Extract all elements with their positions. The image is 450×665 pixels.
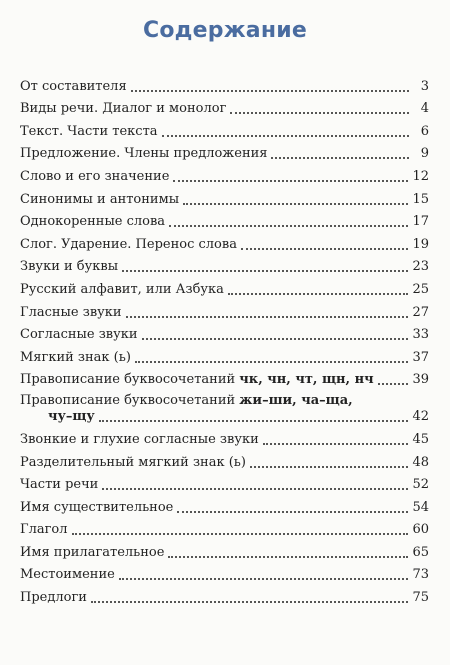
toc-page-number: 42 xyxy=(412,409,429,425)
toc-entry[interactable] xyxy=(20,72,429,95)
toc-entry-title xyxy=(20,327,138,343)
toc-entry-title xyxy=(20,350,131,366)
toc-page-number: 25 xyxy=(412,281,429,297)
toc-entry[interactable] xyxy=(20,275,429,298)
toc-page-number: 75 xyxy=(412,590,429,606)
toc-entry-title xyxy=(20,455,246,471)
toc-page-number: 65 xyxy=(412,544,429,560)
toc-entry-text: Глагол xyxy=(20,522,68,538)
toc-entry[interactable] xyxy=(20,425,429,448)
toc-entry-text: От составителя xyxy=(20,78,127,94)
toc-entry-text: Предложение. Члены предложения xyxy=(20,146,268,162)
toc-page-number: 3 xyxy=(420,78,429,94)
toc-entry-text: Имя существительное xyxy=(20,499,174,515)
toc-entry-title xyxy=(20,432,259,448)
toc-entry-text: Однокоренные слова xyxy=(20,214,166,230)
toc-entry[interactable] xyxy=(20,117,429,140)
toc-page-number: 54 xyxy=(412,499,429,515)
dot-leader xyxy=(263,443,409,445)
toc-page-number: 12 xyxy=(412,168,429,184)
dot-leader xyxy=(119,578,409,580)
toc-entry[interactable] xyxy=(20,538,429,561)
dot-leader xyxy=(177,511,408,513)
toc-entry-text: Синонимы и антонимы xyxy=(20,191,180,207)
toc-entry-line xyxy=(20,409,429,425)
toc-entry-title xyxy=(20,79,127,95)
dot-leader xyxy=(169,225,408,227)
toc-entry-title xyxy=(20,567,115,583)
toc-page-number: 37 xyxy=(412,349,429,365)
toc-entry-title xyxy=(20,305,122,321)
toc-entry-title xyxy=(20,545,164,561)
dot-leader xyxy=(135,361,409,363)
toc-entry-title xyxy=(20,282,224,298)
toc-entry-continuation: чу–щу xyxy=(48,409,95,425)
toc-entry-title xyxy=(20,259,118,275)
dot-leader xyxy=(183,203,408,205)
toc-entry-emphasis: жи–ши, ча–ща, xyxy=(239,393,353,409)
toc-entry-title xyxy=(20,124,158,140)
toc-entry-text: Части речи xyxy=(20,477,99,493)
toc-entry-line xyxy=(20,393,429,409)
dot-leader xyxy=(241,248,409,250)
toc-page-number: 33 xyxy=(412,327,429,343)
toc-entry[interactable] xyxy=(20,230,429,253)
toc-entry-text: Разделительный мягкий знак (ь) xyxy=(20,454,246,470)
toc-entry-emphasis: чк, чн, чт, щн, нч xyxy=(239,372,374,388)
toc-entry[interactable] xyxy=(20,493,429,516)
toc-entry[interactable] xyxy=(20,516,429,539)
toc-entry-text: Русский алфавит, или Азбука xyxy=(20,281,224,297)
toc-entry[interactable] xyxy=(20,95,429,118)
toc-entry[interactable] xyxy=(20,208,429,231)
toc-entry-text: Предлоги xyxy=(20,590,87,606)
toc-entry-text: Местоимение xyxy=(20,567,115,583)
toc-entry[interactable] xyxy=(20,140,429,163)
toc-entry-title xyxy=(20,192,179,208)
toc-page-number: 19 xyxy=(412,236,429,252)
toc-entry-text: Правописание буквосочетаний xyxy=(20,393,236,409)
toc-entry-text: Текст. Части текста xyxy=(20,123,158,139)
toc-entry-title xyxy=(20,522,68,538)
toc-entry[interactable] xyxy=(20,366,429,389)
dot-leader xyxy=(168,556,408,558)
toc-entry-title xyxy=(20,169,169,185)
toc-entry-text: Звонкие и глухие согласные звуки xyxy=(20,431,259,447)
toc-entry-text: Гласные звуки xyxy=(20,304,122,320)
toc-entry[interactable] xyxy=(20,298,429,321)
dot-leader xyxy=(102,488,408,490)
toc-page-number: 45 xyxy=(412,431,429,447)
dot-leader xyxy=(250,466,409,468)
dot-leader xyxy=(131,90,409,92)
toc-entry-text: Слог. Ударение. Перенос слова xyxy=(20,236,237,252)
toc-entry-text: Имя прилагательное xyxy=(20,544,165,560)
dot-leader xyxy=(271,157,409,159)
toc-page-number: 73 xyxy=(412,567,429,583)
toc-entry-text: Виды речи. Диалог и монолог xyxy=(20,101,227,117)
table-of-contents xyxy=(20,72,429,606)
toc-entry[interactable] xyxy=(20,471,429,494)
toc-page-number: 9 xyxy=(420,146,429,162)
toc-entry[interactable] xyxy=(20,583,429,606)
dot-leader xyxy=(142,338,409,340)
toc-entry-text: Звуки и буквы xyxy=(20,259,119,275)
toc-entry[interactable] xyxy=(20,185,429,208)
toc-entry-title xyxy=(20,500,173,516)
toc-entry[interactable] xyxy=(20,388,429,425)
toc-page-number: 27 xyxy=(412,304,429,320)
dot-leader xyxy=(126,316,409,318)
toc-entry-text: Мягкий знак (ь) xyxy=(20,349,131,365)
dot-leader xyxy=(230,112,409,114)
toc-page-number: 60 xyxy=(412,522,429,538)
toc-entry-title xyxy=(20,477,98,493)
dot-leader xyxy=(99,420,409,422)
dot-leader xyxy=(378,383,409,385)
toc-page-number: 4 xyxy=(420,101,429,117)
toc-entry-text: Правописание буквосочетаний xyxy=(20,372,236,388)
toc-page-number: 15 xyxy=(412,191,429,207)
dot-leader xyxy=(91,601,409,603)
dot-leader xyxy=(72,533,409,535)
toc-page-number: 17 xyxy=(412,214,429,230)
page-title: Содержание xyxy=(143,18,307,43)
toc-entry[interactable] xyxy=(20,343,429,366)
toc-page-number: 39 xyxy=(412,372,429,388)
dot-leader xyxy=(162,135,409,137)
toc-entry-title xyxy=(20,101,226,117)
toc-entry-title xyxy=(20,214,165,230)
toc-entry[interactable] xyxy=(20,253,429,276)
toc-page-number: 23 xyxy=(412,259,429,275)
toc-entry[interactable] xyxy=(20,321,429,344)
toc-page-number: 52 xyxy=(412,477,429,493)
toc-entry-title xyxy=(20,372,374,388)
dot-leader xyxy=(228,293,409,295)
dot-leader xyxy=(122,270,408,272)
toc-entry-title xyxy=(20,393,353,408)
toc-entry[interactable] xyxy=(20,561,429,584)
dot-leader xyxy=(173,180,408,182)
toc-entry-text: Согласные звуки xyxy=(20,327,138,343)
toc-entry-title xyxy=(20,146,267,162)
toc-entry-title xyxy=(20,590,87,606)
toc-entry-text: Слово и его значение xyxy=(20,168,170,184)
toc-page-number: 6 xyxy=(420,123,429,139)
toc-entry-title xyxy=(20,237,237,253)
toc-page-number: 48 xyxy=(412,454,429,470)
toc-entry[interactable] xyxy=(20,448,429,471)
toc-entry[interactable] xyxy=(20,162,429,185)
